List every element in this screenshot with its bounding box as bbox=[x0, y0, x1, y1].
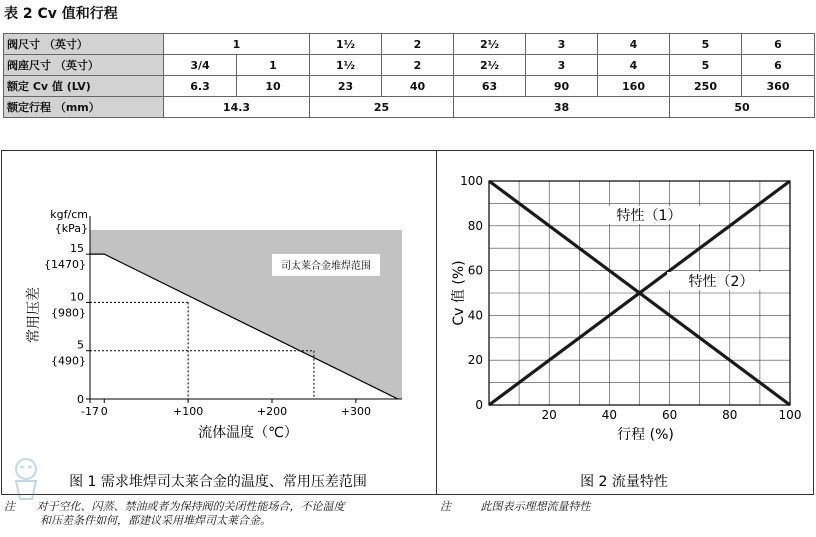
x-tick-label: 60 bbox=[661, 408, 678, 422]
table-cell: 2½ bbox=[454, 55, 526, 76]
table-cell: 14.3 bbox=[164, 97, 310, 118]
y-tick-label: 15 bbox=[70, 242, 84, 256]
figure-1-chart bbox=[0, 150, 436, 494]
x-tick-label: +100 bbox=[173, 405, 204, 418]
note-right-label: 注 bbox=[440, 500, 451, 513]
table-cell: 50 bbox=[670, 97, 815, 118]
note-right bbox=[440, 500, 591, 514]
y-tick-sublabel: {980} bbox=[51, 306, 86, 320]
figure-2-chart bbox=[437, 150, 812, 494]
table-row bbox=[4, 55, 815, 76]
x-tick-label: +300 bbox=[340, 405, 371, 418]
table-cell: 1 bbox=[237, 55, 310, 76]
table-cell: 2½ bbox=[454, 34, 526, 55]
x-tick-label: 0 bbox=[100, 405, 108, 418]
table-cell: 1½ bbox=[310, 55, 382, 76]
table-cell: 3 bbox=[526, 34, 598, 55]
y-unit-top: kgf/cm bbox=[50, 208, 88, 221]
table-cell: 6 bbox=[742, 55, 815, 76]
row-header: 额定行程 （mm） bbox=[4, 97, 164, 118]
x-tick-label: 80 bbox=[722, 408, 738, 422]
row-header: 阀座尺寸 （英寸） bbox=[4, 55, 164, 76]
table-row bbox=[4, 76, 815, 97]
y-tick-label: 5 bbox=[77, 338, 84, 352]
table-cell: 3 bbox=[526, 55, 598, 76]
x-axis-title: 流体温度（℃） bbox=[198, 425, 298, 441]
table-cell: 5 bbox=[670, 34, 742, 55]
table-cell: 2 bbox=[382, 55, 454, 76]
y-tick-label: 60 bbox=[467, 263, 483, 278]
table-cell: 10 bbox=[237, 76, 310, 97]
table-cell: 63 bbox=[454, 76, 526, 97]
table-cell: 3/4 bbox=[164, 55, 237, 76]
note-left-line1: 对于空化、闪蒸、禁油或者为保持阀的关闭性能场合，不论温度 bbox=[36, 500, 345, 513]
y-tick-label: 0 bbox=[475, 398, 483, 412]
note-left bbox=[4, 500, 345, 528]
table-row bbox=[4, 34, 815, 55]
figure-2-caption: 图 2 流量特性 bbox=[580, 474, 668, 490]
x-tick-label: -17 bbox=[81, 405, 99, 418]
y-axis-title: Cv 值 (%) bbox=[451, 260, 467, 326]
table-cell: 5 bbox=[670, 55, 742, 76]
x-tick-label: +200 bbox=[256, 405, 288, 418]
note-left-label: 注 bbox=[4, 500, 15, 513]
x-tick-label: 100 bbox=[778, 408, 802, 422]
table-cell: 25 bbox=[310, 97, 454, 118]
y-tick-label: 80 bbox=[467, 218, 483, 233]
y-tick-label: 40 bbox=[467, 308, 483, 323]
y-tick-sublabel: {1470} bbox=[44, 258, 86, 272]
note-left-line2: 和压差条件如何，都建议采用堆焊司太莱合金。 bbox=[40, 514, 271, 527]
table-cell: 250 bbox=[670, 76, 742, 97]
table-cell: 4 bbox=[598, 55, 670, 76]
series-label: 特性（2） bbox=[688, 274, 754, 290]
x-tick-label: 20 bbox=[541, 408, 557, 422]
watermark-logo bbox=[8, 455, 44, 501]
table-cell: 38 bbox=[454, 97, 670, 118]
table-cell: 360 bbox=[742, 76, 815, 97]
table-cell: 23 bbox=[310, 76, 382, 97]
table-cell: 40 bbox=[382, 76, 454, 97]
series-label: 特性（1） bbox=[616, 208, 682, 224]
y-tick-label: 100 bbox=[460, 174, 483, 188]
note-right-line1: 此图表示理想流量特性 bbox=[480, 500, 591, 513]
document-title: 表 2 Cv 值和行程 bbox=[4, 6, 118, 22]
table-cell: 1½ bbox=[310, 34, 382, 55]
table-cell: 6 bbox=[742, 34, 815, 55]
y-unit-bottom: {kPa} bbox=[54, 222, 88, 235]
y-tick-label: 0 bbox=[77, 393, 84, 406]
y-tick-label: 10 bbox=[70, 290, 84, 304]
y-tick-sublabel: {490} bbox=[51, 354, 86, 368]
x-tick-label: 40 bbox=[601, 408, 618, 422]
table-cell: 160 bbox=[598, 76, 670, 97]
row-header: 阀尺寸 （英寸） bbox=[4, 34, 164, 55]
x-axis-title: 行程 (%) bbox=[617, 427, 674, 443]
table-cell: 6.3 bbox=[164, 76, 237, 97]
row-header: 额定 Cv 值 (LV) bbox=[4, 76, 164, 97]
y-tick-label: 20 bbox=[467, 353, 483, 368]
table-cell: 2 bbox=[382, 34, 454, 55]
cv-stroke-table bbox=[3, 33, 815, 118]
table-cell: 1 bbox=[164, 34, 310, 55]
table-cell: 90 bbox=[526, 76, 598, 97]
y-axis-title: 常用压差 bbox=[26, 287, 42, 343]
region-label: 司太莱合金堆焊范围 bbox=[281, 261, 371, 272]
figure-1-caption: 图 1 需求堆焊司太莱合金的温度、常用压差范围 bbox=[69, 474, 367, 490]
table-row bbox=[4, 97, 815, 118]
table-cell: 4 bbox=[598, 34, 670, 55]
